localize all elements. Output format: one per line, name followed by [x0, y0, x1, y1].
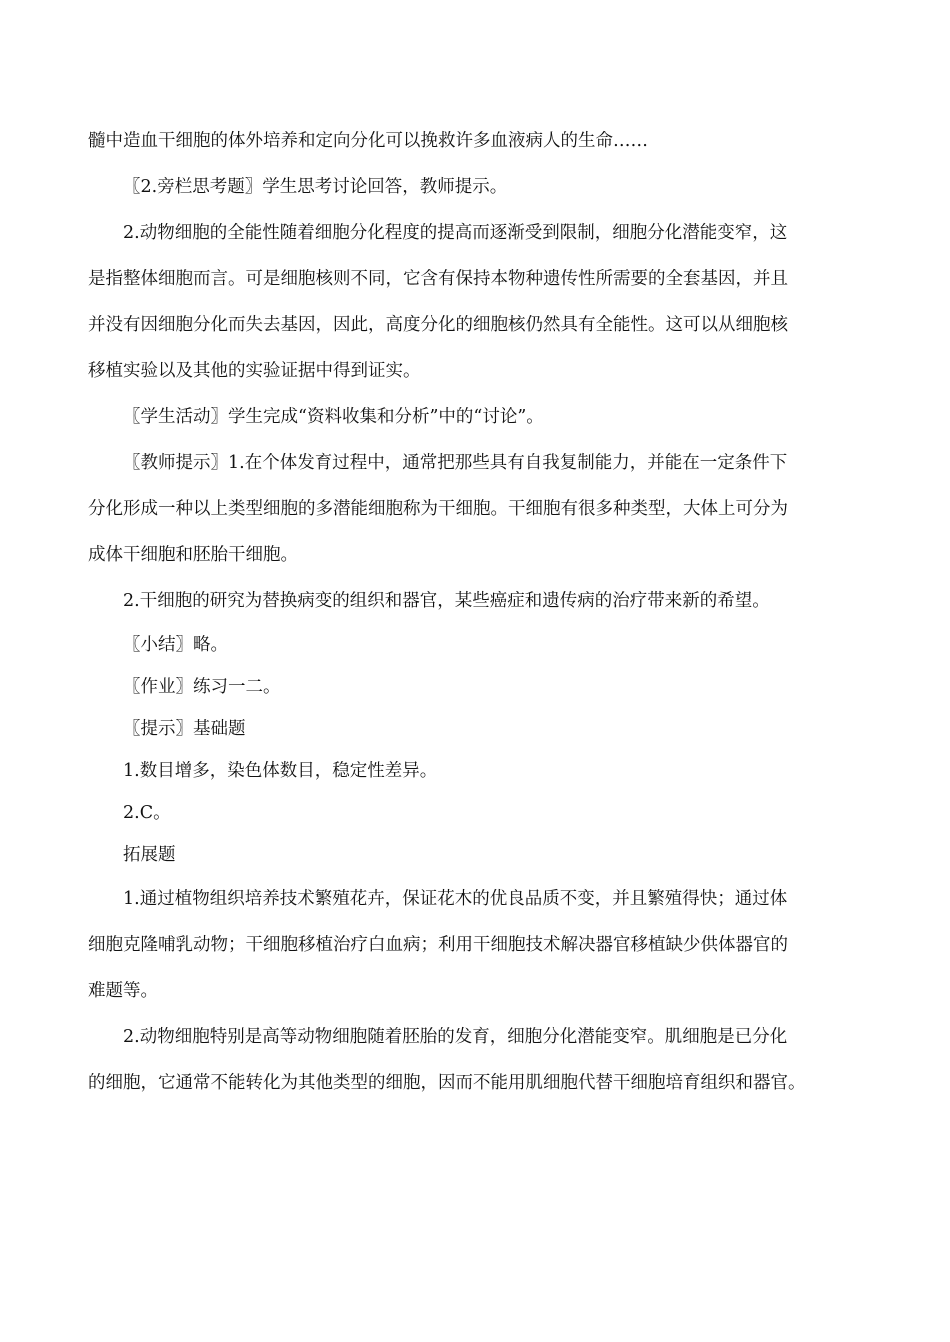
text-line: 难题等。	[88, 981, 158, 1001]
section-heading: 〖2.旁栏思考题〗学生思考讨论回答，教师提示。	[123, 177, 508, 197]
text-line: 1.数目增多，染色体数目，稳定性差异。	[123, 761, 438, 781]
text-line: 并没有因细胞分化而失去基因，因此，高度分化的细胞核仍然具有全能性。这可以从细胞核	[88, 315, 788, 335]
paragraph	[88, 118, 860, 164]
text-line: 1.通过植物组织培养技术繁殖花卉，保证花木的优良品质不变，并且繁殖得快；通过体	[123, 889, 788, 909]
section-heading: 〖提示〗基础题	[123, 719, 246, 739]
paragraph	[88, 394, 860, 440]
section-heading: 拓展题	[123, 845, 176, 865]
paragraph	[88, 624, 860, 666]
text-line: 2.干细胞的研究为替换病变的组织和器官，某些癌症和遗传病的治疗带来新的希望。	[123, 591, 770, 611]
text-line: 髓中造血干细胞的体外培养和定向分化可以挽救许多血液病人的生命……	[88, 131, 648, 151]
text-line: 的细胞，它通常不能转化为其他类型的细胞，因而不能用肌细胞代替干细胞培育组织和器官。	[88, 1073, 806, 1093]
text-line: 2.动物细胞的全能性随着细胞分化程度的提高而逐渐受到限制，细胞分化潜能变窄，这	[123, 223, 788, 243]
paragraph	[88, 750, 860, 792]
paragraph	[88, 876, 860, 1014]
text-line: 2.动物细胞特别是高等动物细胞随着胚胎的发育，细胞分化潜能变窄。肌细胞是已分化	[123, 1027, 788, 1047]
text-line: 是指整体细胞而言。可是细胞核则不同，它含有保持本物种遗传性所需要的全套基因，并且	[88, 269, 788, 289]
paragraph	[88, 440, 860, 578]
text-line: 移植实验以及其他的实验证据中得到证实。	[88, 361, 421, 381]
paragraph	[88, 1014, 860, 1106]
section-heading: 〖作业〗练习一二。	[123, 677, 281, 697]
section-heading: 〖学生活动〗学生完成“资料收集和分析”中的“讨论”。	[123, 407, 544, 427]
text-line: 成体干细胞和胚胎干细胞。	[88, 545, 298, 565]
section-heading: 〖小结〗略。	[123, 635, 228, 655]
paragraph	[88, 708, 860, 750]
text-line: 细胞克隆哺乳动物；干细胞移植治疗白血病；利用干细胞技术解决器官移植缺少供体器官的	[88, 935, 788, 955]
paragraph	[88, 834, 860, 876]
paragraph	[88, 666, 860, 708]
text-line: 〖教师提示〗1.在个体发育过程中，通常把那些具有自我复制能力，并能在一定条件下	[123, 453, 788, 473]
document-body	[88, 118, 860, 1106]
paragraph	[88, 164, 860, 210]
text-line: 2.C。	[123, 803, 171, 823]
paragraph	[88, 578, 860, 624]
text-line: 分化形成一种以上类型细胞的多潜能细胞称为干细胞。干细胞有很多种类型，大体上可分为	[88, 499, 788, 519]
paragraph	[88, 792, 860, 834]
paragraph	[88, 210, 860, 394]
